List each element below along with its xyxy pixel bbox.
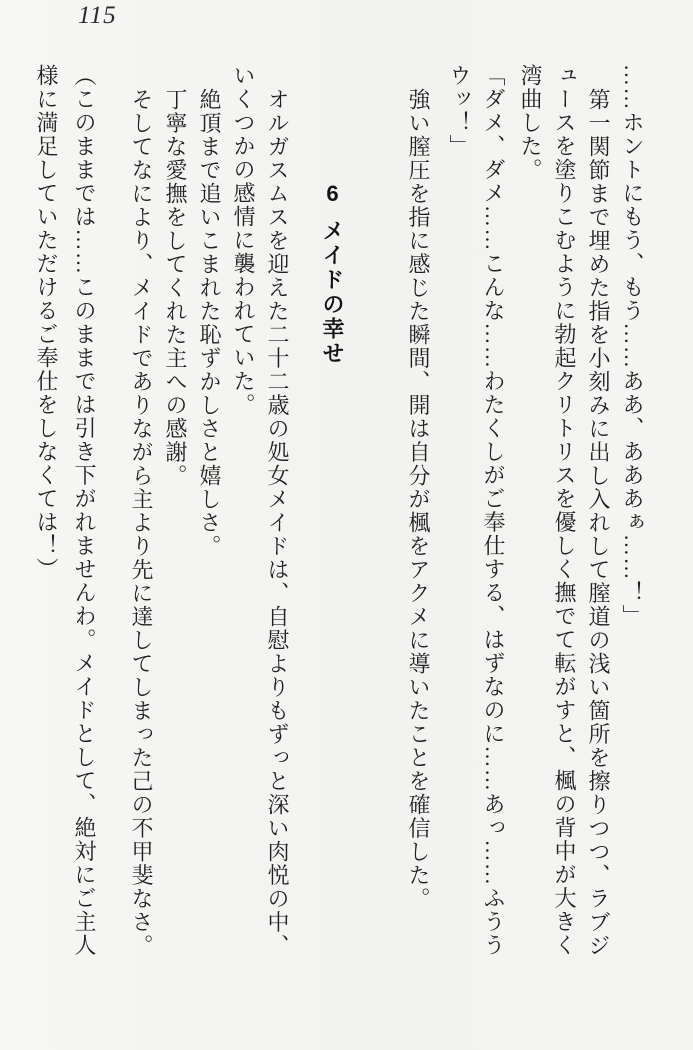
chapter-heading (320, 181, 344, 366)
text-column: 丁寧な愛撫をしてくれた主への感謝。 (163, 88, 188, 488)
text-column: 強い膣圧を指に感じた瞬間、開は自分が楓をアクメに導いたことを確信した。 (406, 88, 431, 911)
text-column: オルガスムスを迎えた二十二歳の処女メイドは、自慰よりもずっと深い肉悦の中、 (265, 88, 290, 958)
text-column: 第一関節まで埋めた指を小刻みに出し入れして膣道の浅い箇所を擦りつつ、ラブジ (586, 88, 611, 958)
text-column: そしてなにより、メイドでありながら主より先に達してしまった己の不甲斐なさ。 (129, 88, 154, 958)
chapter-number: 6 (320, 181, 345, 209)
chapter-title: メイドの幸せ (320, 218, 345, 366)
text-column: ウッ！」 (447, 64, 472, 158)
text-column: 絶頂まで追いこまれた恥ずかしさと嬉しさ。 (197, 88, 222, 558)
text-column: いくつかの感情に襲われていた。 (231, 64, 256, 417)
text-column: （このままでは……このままでは引き下がれませんわ。メイドとして、絶対にご主人 (72, 64, 97, 957)
text-column: 「ダメ、ダメ……こんな……わたくしがご奉仕する、はずなのに……あっ……ふうう (481, 64, 506, 957)
text-column: 湾曲した。 (518, 64, 543, 182)
text-column: 様に満足していただけるご奉仕をしなくては！） (34, 64, 59, 581)
text-column: ュースを塗りこむように勃起クリトリスを優しく撫でて転がすと、楓の背中が大きく (552, 64, 577, 957)
text-column: ……ホントにもう、もう……ああ、あああぁ……！」 (620, 64, 645, 628)
page-number: 115 (78, 2, 117, 29)
